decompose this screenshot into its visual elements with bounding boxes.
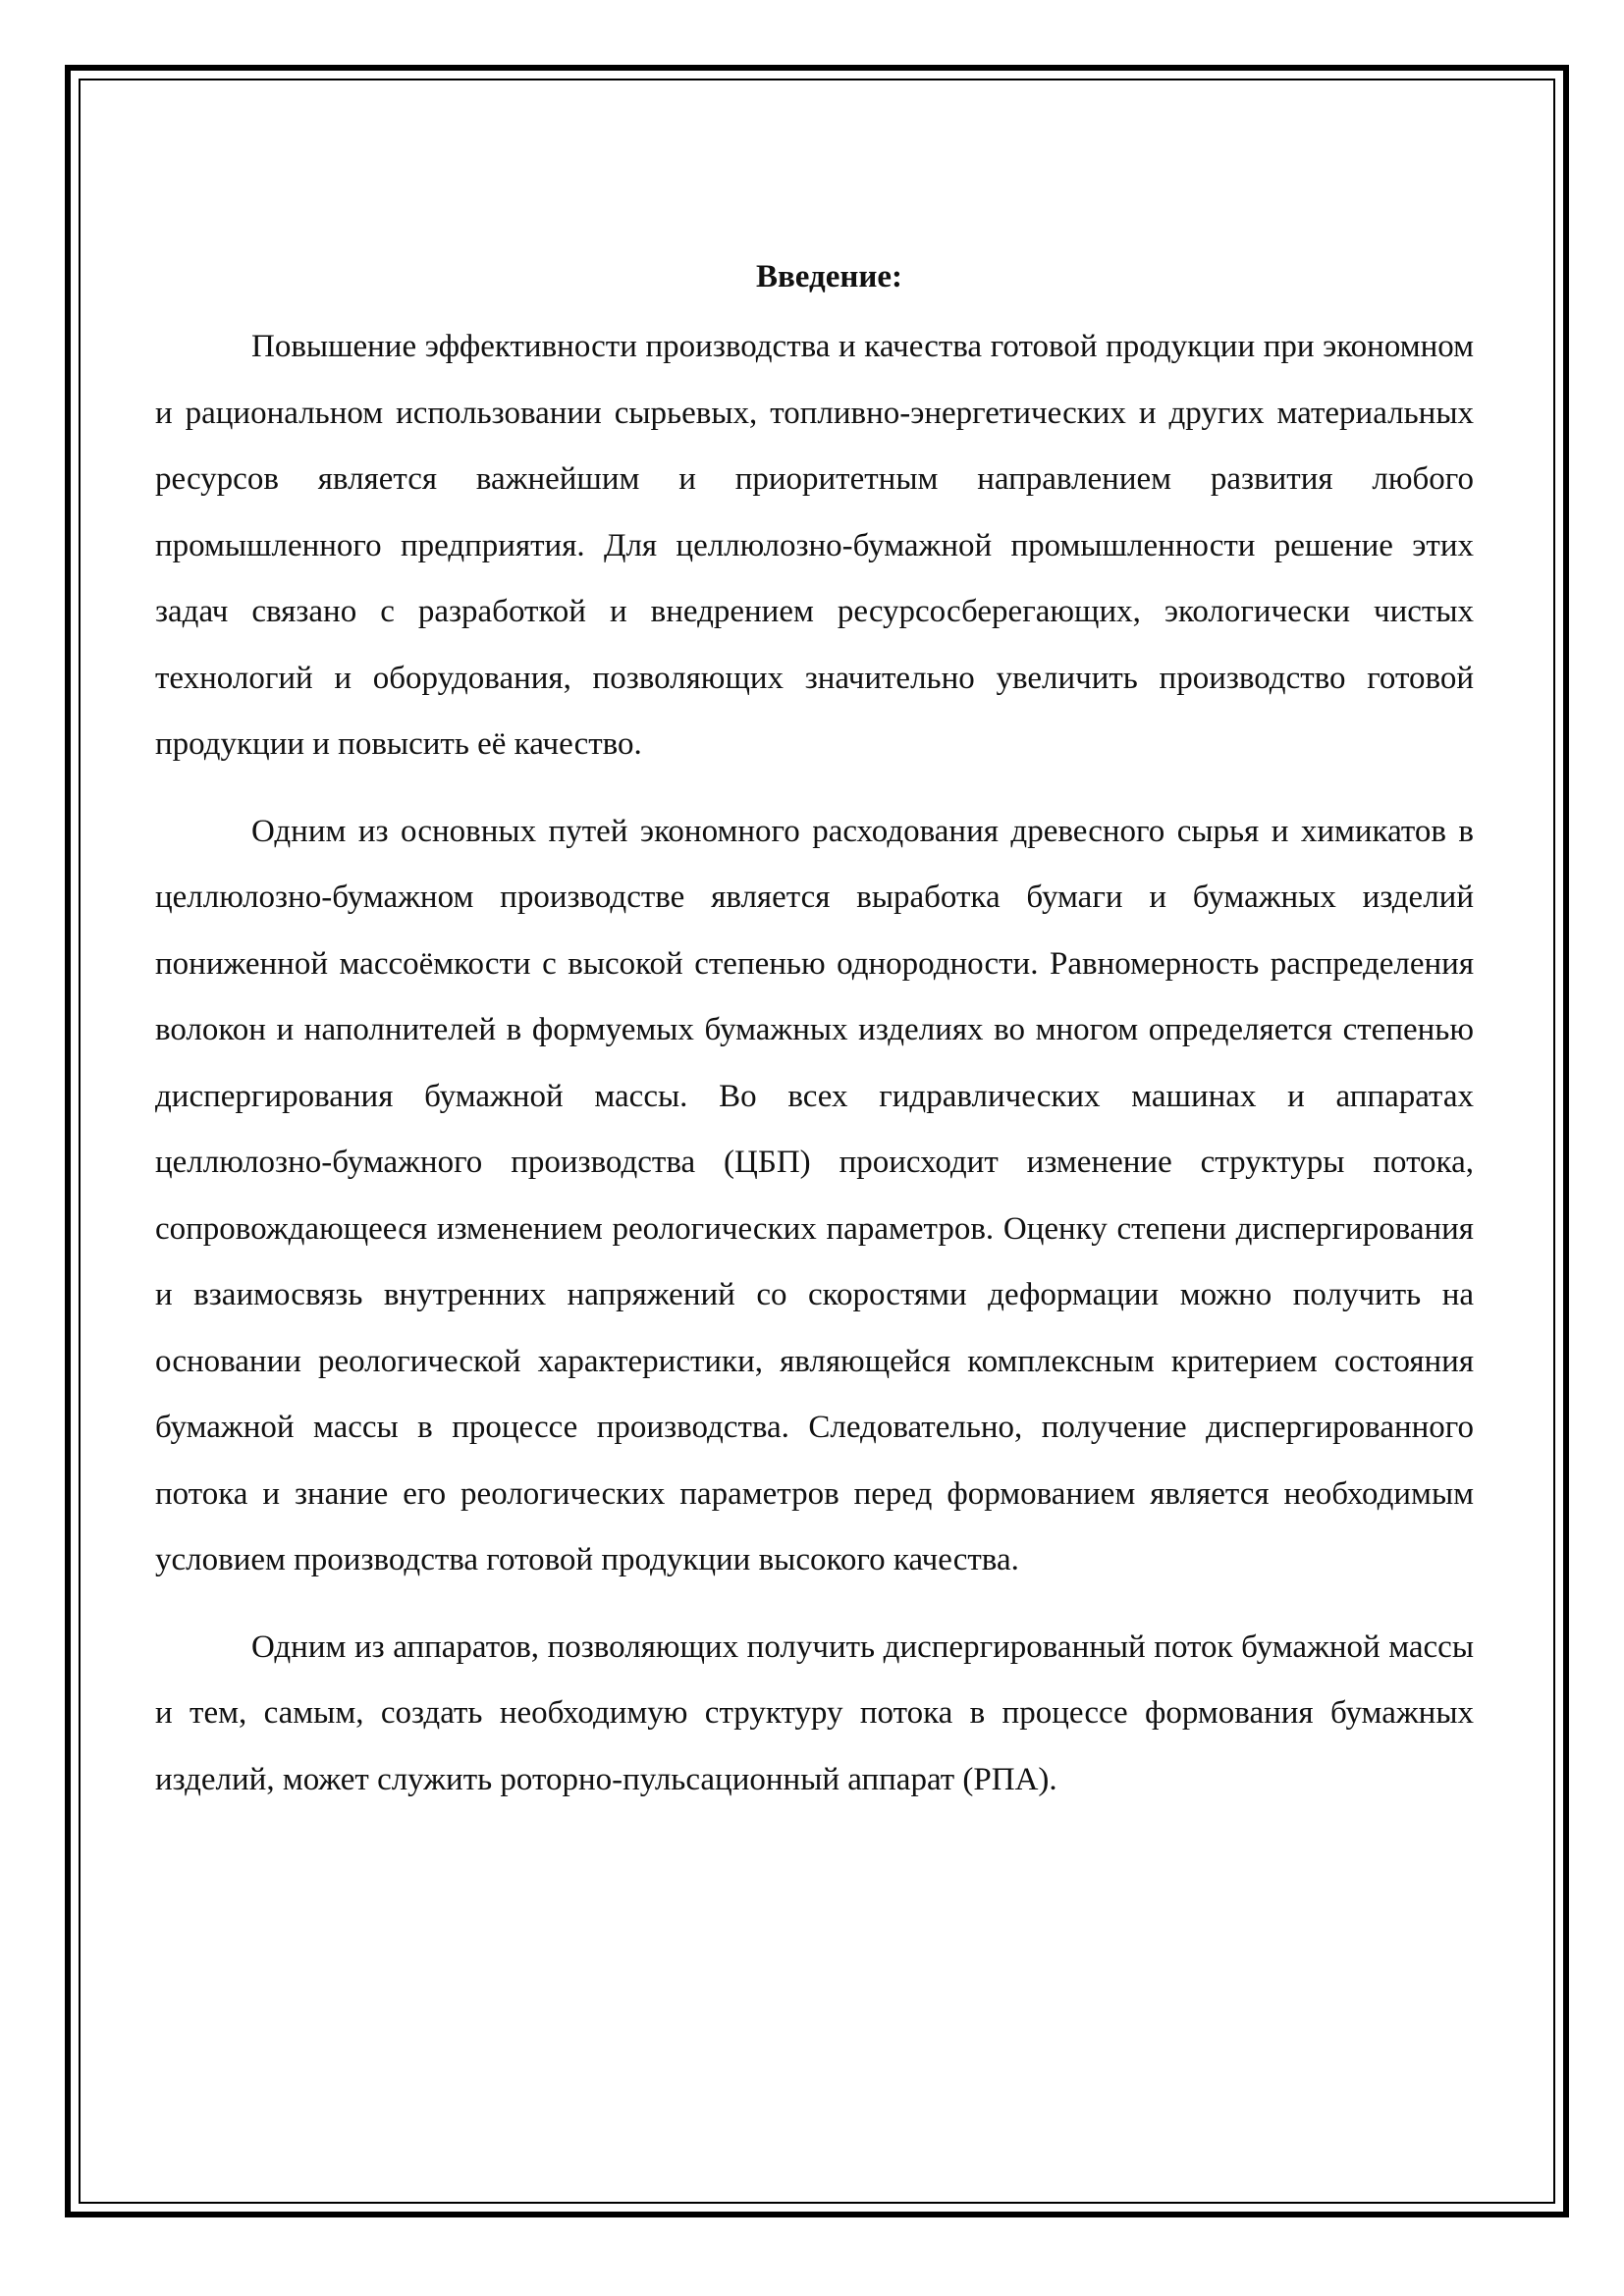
paragraph-1: Повышение эффективности производства и качества готовой продукции при экономном и рациональном использовании сырьевых, топливно-энергетических и других материальных ресурсов является важнейшим и приоритетным направлением развития любого промышленного предприятия. Для целлюлозно-бумажной промышленности решение этих задач связано с разработкой и внедрением ресурсосберегающих, экологически чистых технологий и оборудования, позволяющих значительно увеличить производство готовой продукции и повысить её качество. (155, 329, 1474, 762)
paragraph-2: Одним из основных путей экономного расходования древесного сырья и химикатов в целлюлозно-бумажном производстве является выработка бумаги и бумажных изделий пониженной массоёмкости с высокой степенью однородности. Равномерность распределения волокон и наполнителей в формуемых бумажных изделиях во многом определяется степенью диспергирования бумажной массы. Во всех гидравлических машинах и аппаратах целлюлозно-бумажного производства (ЦБП) происходит изменение структуры потока, сопровождающееся изменением реологических параметров. Оценку степени диспергирования и взаимосвязь внутренних напряжений со скоростями деформации можно получить на основании реологической характеристики, являющейся комплексным критерием состояния бумажной массы в процессе производства. Следовательно, получение диспергированного потока и знание его реологических параметров перед формованием является необходимым условием производства готовой продукции высокого качества. (155, 813, 1474, 1577)
paragraph-3: Одним из аппаратов, позволяющих получить диспергированный поток бумажной массы и тем, самым, создать необходимую структуру потока в процессе формования бумажных изделий, может служить роторно-пульсационный аппарат (РПА). (155, 1629, 1474, 1797)
section-heading: Введение: (755, 259, 903, 294)
document-body (155, 257, 1474, 1834)
